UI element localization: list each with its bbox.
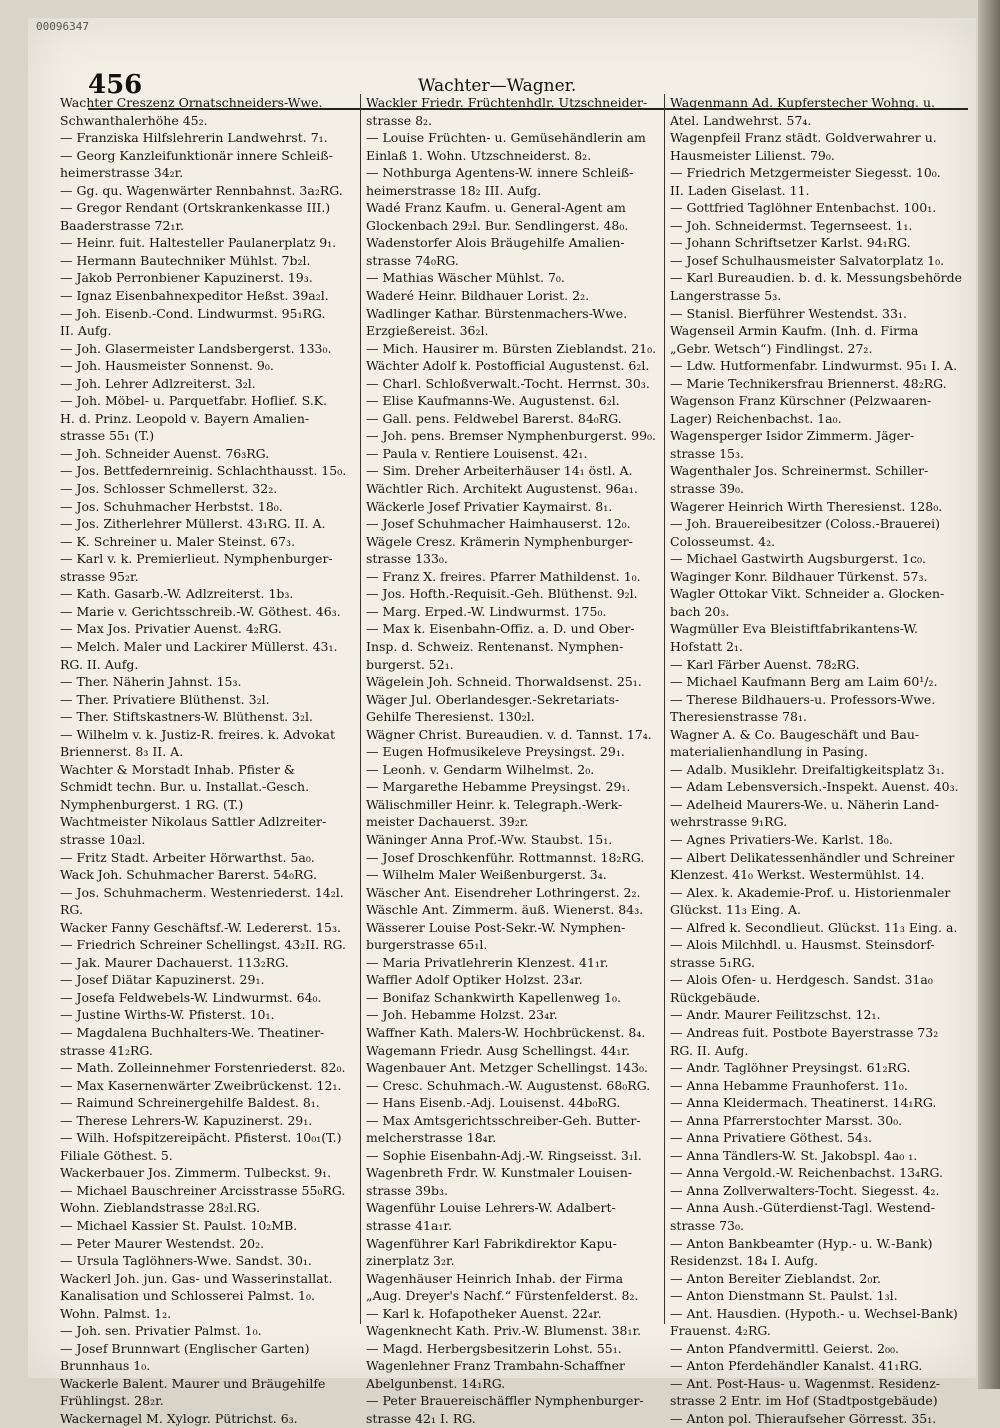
directory-entry-line: strasse 10a₂l. [60, 831, 146, 847]
directory-entry-line: Wackerl Joh. jun. Gas- und Wasserinstallat. [60, 1270, 333, 1286]
directory-entry-line: — Josef Schuhmacher Haimhauserst. 12₀. [366, 516, 631, 532]
directory-entry-line: strasse 5₁RG. [670, 954, 755, 970]
directory-entry-line: Waffner Kath. Malers-W. Hochbrückenst. 8₄. [366, 1024, 646, 1040]
directory-entry-line: Erzgießereist. 36₂l. [366, 323, 489, 339]
directory-entry-line: — Anton Dienstmann St. Paulst. 1₃l. [670, 1288, 898, 1304]
directory-entry-line: Wagenbauer Ant. Metzger Schellingst. 143₀. [366, 1060, 649, 1076]
directory-entry-line: Wägner Christ. Bureaudien. v. d. Tannst. 17₄. [366, 726, 652, 742]
directory-entry-line: — Ignaz Eisenbahnexpeditor Heßst. 39a₂l. [60, 288, 329, 304]
directory-entry-line: Wagmüller Eva Bleistiftfabrikantens-W. [670, 621, 918, 637]
directory-entry-line: — Gottfried Taglöhner Entenbachst. 100₁. [670, 200, 937, 216]
directory-entry-line: Lager) Reichenbachst. 1a₀. [670, 410, 842, 426]
directory-entry-line: Waffler Adolf Optiker Holzst. 23₄r. [366, 972, 583, 988]
directory-entry-line: — Josef Droschkenführ. Rottmannst. 18₂RG. [366, 849, 645, 865]
directory-entry-line: — Michael Kassier St. Paulst. 10₂MB. [60, 1218, 298, 1233]
directory-entry-line: — Wilhelm Maler Weißenburgerst. 3₄. [366, 867, 607, 883]
directory-entry-line: Wagenknecht Kath. Priv.-W. Blumenst. 38₁r. [366, 1323, 642, 1339]
directory-entry-line: — Alex. k. Akademie-Prof. u. Historienmaler [670, 884, 951, 900]
directory-entry-line: — Charl. Schloßverwalt.-Tocht. Herrnst. 30₃. [366, 375, 650, 391]
directory-entry-line: Wagenführer Karl Fabrikdirektor Kapu- [366, 1235, 617, 1251]
directory-entry-line: — Alfred k. Secondlieut. Glückst. 11₃ Eing. a. [670, 919, 958, 935]
directory-entry-line: „Aug. Dreyer's Nachf.“ Fürstenfelderst. 8₂. [366, 1288, 639, 1304]
directory-entry-line: — Stanisl. Bierführer Westendst. 33₁. [670, 305, 907, 321]
directory-entry-line: Wackler Friedr. Früchtenhdlr. Utzschneider- [366, 95, 648, 110]
directory-entry-line: Wagenbreth Frdr. W. Kunstmaler Louisen- [366, 1165, 633, 1181]
directory-entry-line: — Anna Zollverwalters-Tocht. Siegesst. 4₂. [670, 1182, 940, 1198]
directory-entry-line: — Anna Aush.-Güterdienst-Tagl. Westend- [670, 1200, 935, 1216]
directory-entry-line: — Josef Diätar Kapuzinerst. 29₁. [60, 972, 265, 988]
directory-entry-line: — Karl k. Hofapotheker Auenst. 22₄r. [366, 1305, 602, 1321]
directory-entry-line: Waginger Konr. Bildhauer Türkenst. 57₃. [670, 568, 928, 584]
directory-entry-line: — Magdalena Buchhalters-We. Theatiner- [60, 1024, 325, 1040]
directory-entry-line: Wacker Fanny Geschäftsf.-W. Ledererst. 15₃. [60, 919, 341, 935]
directory-entry-line: Wagensperger Isidor Zimmerm. Jäger- [670, 428, 915, 444]
directory-entry-line: Hausmeister Lilienst. 79₀. [670, 147, 835, 163]
directory-entry-line: — Joh. Brauereibesitzer (Coloss.-Brauerei) [670, 516, 941, 532]
directory-entry-line: Frauenst. 4₂RG. [670, 1323, 771, 1339]
directory-entry-line: — Michael Bauschreiner Arcisstrasse 55₀RG. [60, 1182, 346, 1198]
directory-entry-line: — Ant. Hausdien. (Hypoth.- u. Wechsel-Bank) [670, 1305, 958, 1321]
directory-entry-line: Atel. Landwehrst. 57₄. [670, 112, 812, 128]
directory-entry-line: — Heinr. fuit. Haltesteller Paulanerplatz 9₁. [60, 235, 337, 251]
directory-entry-line: — Anton Bankbeamter (Hyp.- u. W.-Bank) [670, 1235, 933, 1251]
directory-entry-line: — Georg Kanzleifunktionär innere Schleiß- [60, 147, 333, 163]
directory-entry-line: strasse 8₂. [366, 112, 433, 128]
directory-entry-line: — Johann Schriftsetzer Karlst. 94₁RG. [670, 235, 911, 251]
directory-entry-line: — Ldw. Hutformenfabr. Lindwurmst. 95₁ I. A. [670, 358, 958, 374]
directory-entry-line: Wadé Franz Kaufm. u. General-Agent am [366, 200, 626, 216]
directory-entry-line: Wäger Jul. Oberlandesger.-Sekretariats- [366, 691, 620, 707]
directory-entry-line: — Louise Früchten- u. Gemüsehändlerin am [366, 130, 646, 146]
directory-entry-line: — Michael Kaufmann Berg am Laim 60¹/₂. [670, 674, 938, 690]
directory-entry-line: Wack Joh. Schuhmacher Barerst. 54₀RG. [60, 867, 317, 883]
directory-entry-line: — Margarethe Hebamme Preysingst. 29₁. [366, 779, 631, 795]
directory-entry-line: — Anna Pfarrerstochter Marsst. 30₀. [670, 1112, 903, 1128]
directory-entry-line: — Franz X. freires. Pfarrer Mathildenst. 1₀. [366, 568, 641, 584]
directory-entry-line: Glückst. 11₃ Eing. A. [670, 902, 802, 918]
directory-entry-line: — Jos. Zitherlehrer Müllerst. 43₁RG. II. A. [60, 516, 326, 532]
directory-entry-line: — Ursula Taglöhners-Wwe. Sandst. 30₁. [60, 1253, 312, 1269]
directory-entry-line: strasse 39b₃. [366, 1182, 448, 1198]
directory-entry-line: strasse 41₂RG. [60, 1042, 153, 1058]
directory-entry-line: Wagenpfeil Franz städt. Goldverwahrer u. [670, 130, 937, 146]
directory-entry-line: — Joh. Hebamme Holzst. 23₄r. [366, 1007, 558, 1023]
directory-entry-line: zinerplatz 3₂r. [366, 1253, 455, 1269]
directory-entry-line: — Adalb. Musiklehr. Dreifaltigkeitsplatz 3₁. [670, 761, 945, 777]
directory-entry-line: — Joh. Glasermeister Landsbergerst. 133₀. [60, 340, 332, 356]
directory-entry-line: — Max Jos. Privatier Auenst. 4₂RG. [60, 621, 282, 637]
directory-entry-line: — Max Amtsgerichtsschreiber-Geh. Butter- [366, 1112, 641, 1128]
directory-entry-line: Wagner A. & Co. Baugeschäft und Bau- [670, 726, 920, 742]
directory-entry-line: — Jos. Schlosser Schmellerst. 32₂. [60, 481, 278, 497]
directory-entry-line: — Anton pol. Thieraufseher Görresst. 35₁. [670, 1411, 937, 1427]
directory-entry-line: Wadlinger Kathar. Bürstenmachers-Wwe. [366, 305, 628, 321]
directory-entry-line: — Ther. Privatiere Blüthenst. 3₂l. [60, 691, 270, 707]
directory-entry-line: Wägelein Joh. Schneid. Thorwaldsenst. 25₁. [366, 674, 642, 690]
directory-entry-line: — Raimund Schreinergehilfe Baldest. 8₁. [60, 1095, 320, 1111]
directory-entry-line: Wäninger Anna Prof.-Ww. Staubst. 15₁. [366, 831, 613, 847]
directory-entry-line: RG. II. Aufg. [670, 1042, 749, 1058]
directory-entry-line: — Adam Lebensversich.-Inspekt. Auenst. 40₃. [670, 779, 959, 795]
directory-entry-line: — Jak. Maurer Dachauerst. 113₂RG. [60, 954, 289, 970]
directory-entry-line: Filiale Göthest. 5. [60, 1147, 173, 1163]
directory-entry-line: Klenzest. 41₀ Werkst. Westermühlst. 14. [670, 867, 925, 883]
directory-entry-line: — Joh. Möbel- u. Parquetfabr. Hoflief. S.K. [60, 393, 327, 409]
directory-entry-line: — Josef Brunnwart (Englischer Garten) [60, 1340, 310, 1356]
directory-entry-line: Wackernagel M. Xylogr. Pütrichst. 6₃. [60, 1411, 298, 1427]
directory-entry-line: — Hermann Bautechniker Mühlst. 7b₂l. [60, 252, 311, 268]
directory-entry-line: Briennerst. 8₃ II. A. [60, 744, 184, 760]
directory-entry-line: meister Dachauerst. 39₂r. [366, 814, 529, 830]
directory-entry-line: — Karl Bureaudien. b. d. k. Messungsbehörde [670, 270, 963, 286]
directory-entry-line: Frühlingst. 28₂r. [60, 1393, 164, 1409]
directory-entry-line: — Friedrich Schreiner Schellingst. 43₂II. RG. [60, 937, 347, 953]
directory-entry-line: Wässerer Louise Post-Sekr.-W. Nymphen- [366, 919, 626, 935]
directory-entry-line: — Peter Brauereischäffler Nymphenburger- [366, 1393, 644, 1409]
directory-entry-line: — Leonh. v. Gendarm Wilhelmst. 2₀. [366, 761, 595, 777]
directory-entry-line: Gehilfe Theresienst. 130₂l. [366, 709, 535, 725]
directory-entry-line: — Anna Privatiere Göthest. 54₃. [670, 1130, 872, 1146]
directory-entry-line: Wagenson Franz Kürschner (Pelzwaaren- [670, 393, 932, 409]
directory-entry-line: — Josef Schulhausmeister Salvatorplatz 1₀. [670, 252, 945, 268]
directory-entry-line: — Joh. pens. Bremser Nymphenburgerst. 99₀. [366, 428, 657, 444]
directory-entry-line: Wohn. Palmst. 1₂. [60, 1305, 172, 1321]
directory-entry-line: Schwanthalerhöhe 45₂. [60, 112, 208, 128]
directory-entry-line: strasse 15₃. [670, 445, 744, 461]
directory-entry-line: — Albert Delikatessenhändler und Schreiner [670, 849, 955, 865]
directory-entry-line: Residenzst. 18₄ I. Aufg. [670, 1253, 819, 1269]
directory-entry-line: — Magd. Herbergsbesitzerin Lohst. 55₁. [366, 1340, 622, 1356]
directory-entry-line: — K. Schreiner u. Maler Steinst. 67₃. [60, 533, 296, 549]
directory-entry-line: Wächtler Rich. Architekt Augustenst. 96a₁. [366, 481, 638, 497]
directory-entry-line: Wagenführ Louise Lehrers-W. Adalbert- [366, 1200, 616, 1216]
directory-entry-line: H. d. Prinz. Leopold v. Bayern Amalien- [60, 410, 310, 426]
directory-entry-line: Wagenlehner Franz Trambahn-Schaffner [366, 1358, 625, 1374]
directory-entry-line: — Justine Wirths-W. Pfisterst. 10₁. [60, 1007, 275, 1023]
directory-entry-line: Wachtmeister Nikolaus Sattler Adlzreiter- [60, 814, 327, 830]
directory-entry-line: — Franziska Hilfslehrerin Landwehrst. 7₁. [60, 130, 328, 146]
directory-entry-line: Wagenhäuser Heinrich Inhab. der Firma [366, 1270, 624, 1286]
directory-entry-line: Brunnhaus 1₀. [60, 1358, 151, 1374]
directory-entry-line: Wohn. Zieblandstrasse 28₂l.RG. [60, 1200, 261, 1216]
directory-entry-line: Wagerer Heinrich Wirth Theresienst. 128₀. [670, 498, 943, 514]
directory-entry-line: — Jos. Schuhmacher Herbstst. 18₀. [60, 498, 283, 514]
directory-entry-line: — Sophie Eisenbahn-Adj.-W. Ringseisst. 3₁l. [366, 1147, 642, 1163]
directory-entry-line: Theresienstrasse 78₁. [670, 709, 807, 725]
directory-entry-line: — Joh. Eisenb.-Cond. Lindwurmst. 95₁RG. [60, 305, 326, 321]
directory-entry-line: — Anton Bereiter Zieblandst. 2₀r. [670, 1270, 881, 1286]
directory-entry-line: — Melch. Maler und Lackirer Müllerst. 43₁. [60, 638, 338, 654]
directory-entry-line: Wäschle Ant. Zimmerm. äuß. Wienerst. 84₃. [366, 902, 644, 918]
directory-entry-line: Wäckerle Josef Privatier Kaymairst. 8₁. [366, 498, 613, 514]
column-2 [366, 94, 660, 1427]
directory-entry-line: — Anna Hebamme Fraunhoferst. 11₀. [670, 1077, 908, 1093]
column-1 [60, 94, 354, 1427]
directory-entry-line: Wagenthaler Jos. Schreinermst. Schiller- [670, 463, 929, 479]
directory-entry-line: — Anna Kleidermach. Theatinerst. 14₁RG. [670, 1095, 937, 1111]
directory-entry-line: — Friedrich Metzgermeister Siegesst. 10₀. [670, 165, 941, 181]
directory-entry-line: Colosseumst. 4₂. [670, 533, 776, 549]
column-divider [360, 94, 361, 1324]
column-divider [664, 94, 665, 1324]
directory-entry-line: — Andreas fuit. Postbote Bayerstrasse 73₂ [670, 1024, 939, 1040]
archive-stamp: 00096347 [36, 20, 89, 33]
directory-entry-line: — Joh. Lehrer Adlzreiterst. 3₂l. [60, 375, 256, 391]
directory-entry-line: strasse 73₀. [670, 1218, 744, 1233]
directory-entry-line: Insp. d. Schweiz. Rentenanst. Nymphen- [366, 638, 624, 654]
directory-entry-line: Langerstrasse 5₃. [670, 288, 782, 304]
directory-entry-line: — Marg. Erped.-W. Lindwurmst. 175₀. [366, 603, 607, 619]
directory-entry-line: strasse 42₁ I. RG. [366, 1411, 476, 1427]
directory-entry-line: Wadenstorfer Alois Bräugehilfe Amalien- [366, 235, 625, 251]
directory-entry-line: melcherstrasse 18₄r. [366, 1130, 497, 1146]
directory-entry-line: Schmidt techn. Bur. u. Installat.-Gesch. [60, 779, 310, 795]
directory-entry-line: Baaderstrasse 72₁r. [60, 217, 185, 233]
directory-entry-line: strasse 74₀RG. [366, 252, 459, 268]
directory-entry-line: Wagler Ottokar Vikt. Schneider a. Glocken- [670, 586, 945, 602]
directory-entry-line: — Mich. Hausirer m. Bürsten Zieblandst. 21₀. [366, 340, 657, 356]
directory-entry-line: Glockenbach 29₂l. Bur. Sendlingerst. 48₀. [366, 217, 629, 233]
directory-entry-line: — Joh. Hausmeister Sonnenst. 9₀. [60, 358, 274, 374]
directory-entry-line: burgerstrasse 65₁l. [366, 937, 488, 953]
directory-entry-line: — Anna Tändlers-W. St. Jakobspl. 4a₀ ₁. [670, 1147, 918, 1163]
directory-entry-line: Wachter Creszenz Ornatschneiders-Wwe. [60, 95, 323, 110]
directory-entry-line: — Joh. sen. Privatier Palmst. 1₀. [60, 1323, 262, 1339]
directory-entry-line: — Wilh. Hofspitzereipächt. Pfisterst. 10₀₁(T.) [60, 1130, 342, 1146]
directory-entry-line: — Therese Lehrers-W. Kapuzinerst. 29₁. [60, 1112, 313, 1128]
directory-entry-line: Einlaß 1. Wohn. Utzschneiderst. 8₂. [366, 147, 592, 163]
directory-entry-line: — Paula v. Rentiere Louisenst. 42₁. [366, 445, 588, 461]
directory-entry-line: Nymphenburgerst. 1 RG. (T.) [60, 796, 244, 812]
directory-entry-line: — Joh. Schneider Auenst. 76₃RG. [60, 445, 270, 461]
book-edge [978, 0, 1000, 1389]
directory-entry-line: bach 20₃. [670, 603, 730, 619]
directory-entry-line: Rückgebäude. [670, 989, 761, 1005]
directory-entry-line: — Wilhelm v. k. Justiz-R. freires. k. Advokat [60, 726, 335, 742]
directory-entry-line: — Andr. Taglöhner Preysingst. 61₂RG. [670, 1060, 911, 1076]
directory-entry-line: RG. [60, 902, 83, 918]
directory-entry-line: heimerstrasse 18₂ III. Aufg. [366, 182, 542, 198]
directory-entry-line: — Jakob Perronbiener Kapuzinerst. 19₃. [60, 270, 313, 286]
directory-entry-line: — Andr. Maurer Feilitzschst. 12₁. [670, 1007, 881, 1023]
directory-entry-line: — Karl Färber Auenst. 78₂RG. [670, 656, 860, 672]
directory-entry-line: materialienhandlung in Pasing. [670, 744, 868, 760]
directory-entry-line: Wäscher Ant. Eisendreher Lothringerst. 2₂. [366, 884, 641, 900]
directory-entry-line: — Hans Eisenb.-Adj. Louisenst. 44b₀RG. [366, 1095, 621, 1111]
directory-entry-line: — Alois Ofen- u. Herdgesch. Sandst. 31a₀ [670, 972, 933, 988]
directory-entry-line: — Max Kasernenwärter Zweibrückenst. 12₁. [60, 1077, 342, 1093]
directory-entry-line: — Michael Gastwirth Augsburgerst. 1c₀. [670, 551, 926, 567]
directory-entry-line: strasse 133₀. [366, 551, 448, 567]
directory-entry-line: wehrstrasse 9₁RG. [670, 814, 788, 830]
directory-entry-line: „Gebr. Wetsch“) Findlingst. 27₂. [670, 340, 873, 356]
directory-entry-line: strasse 55₁ (T.) [60, 428, 155, 444]
directory-entry-line: — Ant. Post-Haus- u. Wagenmst. Residenz- [670, 1375, 941, 1391]
directory-entry-line: — Gall. pens. Feldwebel Barerst. 84₀RG. [366, 410, 622, 426]
directory-entry-line: Wägele Cresz. Krämerin Nymphenburger- [366, 533, 633, 549]
directory-entry-line: Wackerle Balent. Maurer und Bräugehilfe [60, 1375, 326, 1391]
directory-entry-line: — Max k. Eisenbahn-Offiz. a. D. und Ober- [366, 621, 635, 637]
directory-entry-line: — Alois Milchhdl. u. Hausmst. Steinsdorf- [670, 937, 935, 953]
directory-entry-line: — Cresc. Schuhmach.-W. Augustenst. 68₀RG. [366, 1077, 651, 1093]
directory-entry-line: — Agnes Privatiers-We. Karlst. 18₀. [670, 831, 893, 847]
directory-entry-line: — Nothburga Agentens-W. innere Schleiß- [366, 165, 634, 181]
directory-entry-line: — Eugen Hofmusikeleve Preysingst. 29₁. [366, 744, 625, 760]
directory-entry-line: — Bonifaz Schankwirth Kapellenweg 1₀. [366, 989, 621, 1005]
running-head: Wachter—Wagner. [418, 76, 577, 96]
directory-entry-line: Abelgunbenst. 14₁RG. [366, 1375, 506, 1391]
directory-entry-line: — Mathias Wäscher Mühlst. 7₀. [366, 270, 565, 286]
directory-entry-line: — Kath. Gasarb.-W. Adlzreiterst. 1b₃. [60, 586, 294, 602]
directory-entry-line: Wachter & Morstadt Inhab. Pfister & [60, 761, 296, 777]
directory-entry-line: — Marie v. Gerichtsschreib.-W. Göthest. 46₃. [60, 603, 341, 619]
directory-entry-line: strasse 95₂r. [60, 568, 139, 584]
directory-entry-line: — Joh. Schneidermst. Tegernseest. 1₁. [670, 217, 913, 233]
directory-entry-line: — Maria Privatlehrerin Klenzest. 41₁r. [366, 954, 609, 970]
directory-entry-line: Kanalisation und Schlosserei Palmst. 1₀. [60, 1288, 315, 1304]
directory-entry-line: — Anna Vergold.-W. Reichenbachst. 13₄RG. [670, 1165, 943, 1181]
directory-entry-line: burgerst. 52₁. [366, 656, 454, 672]
directory-entry-line: II. Laden Giselast. 11. [670, 182, 810, 198]
directory-entry-line: Wagenseil Armin Kaufm. (Inh. d. Firma [670, 323, 919, 339]
directory-entry-line: Wagemann Friedr. Ausg Schellingst. 44₁r. [366, 1042, 630, 1058]
directory-entry-line: Wächter Adolf k. Postofficial Augustenst. 6₂l. [366, 358, 650, 374]
directory-entry-line: — Gg. qu. Wagenwärter Rennbahnst. 3a₂RG. [60, 182, 343, 198]
directory-entry-line: strasse 2 Entr. im Hof (Stadtpostgebäude) [670, 1393, 938, 1409]
directory-entry-line: — Josefa Feldwebels-W. Lindwurmst. 64₀. [60, 989, 322, 1005]
directory-entry-line: — Peter Maurer Westendst. 20₂. [60, 1235, 265, 1251]
directory-entry-line: — Jos. Hofth.-Requisit.-Geh. Blüthenst. 9₂l. [366, 586, 638, 602]
directory-entry-line: — Marie Technikersfrau Briennerst. 48₂RG. [670, 375, 947, 391]
directory-entry-line: — Therese Bildhauers-u. Professors-Wwe. [670, 691, 936, 707]
directory-entry-line: Wackerbauer Jos. Zimmerm. Tulbeckst. 9₁. [60, 1165, 332, 1181]
directory-entry-line: Wagenmann Ad. Kupferstecher Wohng. u. [670, 95, 935, 110]
directory-entry-line: — Elise Kaufmanns-We. Augustenst. 6₂l. [366, 393, 620, 409]
directory-entry-line: Waderé Heinr. Bildhauer Lorist. 2₂. [366, 288, 590, 304]
directory-entry-line: — Jos. Schuhmacherm. Westenriederst. 14₂l. [60, 884, 344, 900]
directory-entry-line: RG. II. Aufg. [60, 656, 139, 672]
directory-entry-line: — Anton Pferdehändler Kanalst. 41₁RG. [670, 1358, 923, 1374]
page-number: 456 [88, 70, 143, 100]
directory-entry-line: — Ther. Stiftskastners-W. Blüthenst. 3₂l. [60, 709, 313, 725]
directory-entry-line: — Anton Pfandvermittl. Geierst. 2₀₀. [670, 1340, 900, 1356]
directory-entry-line: II. Aufg. [60, 323, 112, 339]
directory-entry-line: strasse 39₀. [670, 481, 744, 497]
directory-entry-line: Hofstatt 2₁. [670, 638, 743, 654]
directory-entry-line: — Ther. Näherin Jahnst. 15₃. [60, 674, 242, 690]
directory-entry-line: strasse 41a₁r. [366, 1218, 453, 1233]
directory-entry-line: Wälischmiller Heinr. k. Telegraph.-Werk- [366, 796, 623, 812]
directory-entry-line: — Adelheid Maurers-We. u. Näherin Land- [670, 796, 939, 812]
column-3 [670, 94, 964, 1427]
directory-entry-line: — Karl v. k. Premierlieut. Nymphenburger- [60, 551, 333, 567]
directory-entry-line: — Sim. Dreher Arbeiterhäuser 14₁ östl. A. [366, 463, 633, 479]
directory-entry-line: — Gregor Rendant (Ortskrankenkasse III.) [60, 200, 331, 216]
directory-entry-line: heimerstrasse 34₂r. [60, 165, 184, 181]
directory-entry-line: — Math. Zolleinnehmer Forstenriederst. 82₀. [60, 1060, 346, 1076]
directory-entry-line: — Fritz Stadt. Arbeiter Hörwarthst. 5a₀. [60, 849, 315, 865]
directory-entry-line: — Jos. Bettfedernreinig. Schlachthausst. 15₀. [60, 463, 347, 479]
